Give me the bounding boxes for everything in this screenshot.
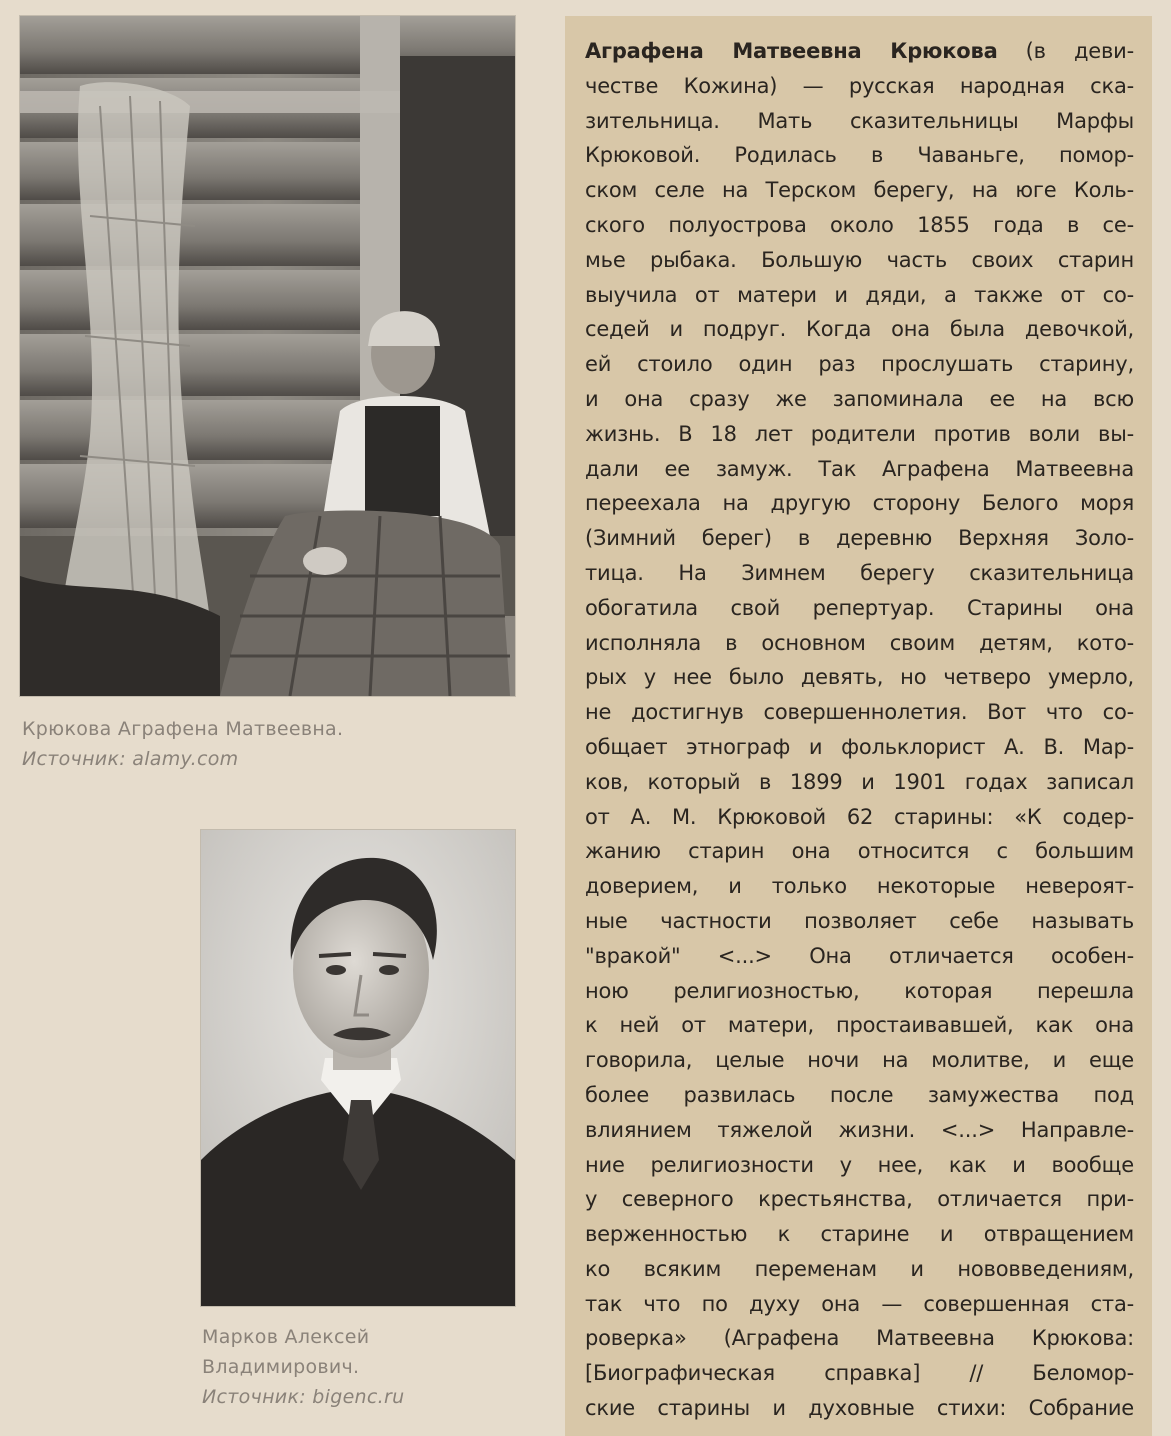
photo-kryukova-caption — [22, 714, 343, 774]
article-line: к ней от матери, простаивавшей, как она — [585, 1013, 1134, 1038]
article-line: от А. М. Крюковой 62 старины: «К содер- — [585, 804, 1134, 829]
article-line: ей стоило один раз прослушать старину, — [585, 352, 1134, 377]
article-line: переехала на другую сторону Белого моря — [585, 491, 1134, 516]
article-panel — [565, 16, 1152, 1436]
article-line: более развилась после замужества под — [585, 1082, 1134, 1107]
article-line: общает этнограф и фольклорист А. В. Мар- — [585, 734, 1134, 759]
article-line-1-rest: (в деви- — [997, 39, 1134, 63]
article-line: (Зимний берег) в деревню Верхняя Золо- — [585, 526, 1134, 551]
article-line: говорила, целые ночи на молитве, и еще — [585, 1048, 1134, 1073]
photo-kryukova — [20, 16, 515, 696]
article-line: обогатила свой репертуар. Старины она — [585, 595, 1134, 620]
article-line: дали ее замуж. Так Аграфена Матвеевна — [585, 456, 1134, 481]
article-line: [Биографическая справка] // Беломор- — [585, 1361, 1134, 1386]
article-line: ские старины и духовные стихи: Собрание — [585, 1396, 1134, 1421]
article-line: выучила от матери и дяди, а также от со- — [585, 282, 1134, 307]
article-line: так что по духу она — совершенная ста- — [585, 1291, 1134, 1316]
article-line: честве Кожина) — русская народная ска- — [585, 73, 1134, 98]
article-line: зительница. Мать сказительницы Марфы — [585, 108, 1134, 133]
caption-name-line-1: Марков Алексей — [202, 1326, 370, 1348]
article-line: ков, который в 1899 и 1901 годах записал — [585, 769, 1134, 794]
article-line: жанию старин она относится с большим — [585, 839, 1134, 864]
article-line: ние религиозности у нее, как и вообще — [585, 1152, 1134, 1177]
caption-name-line-2: Владимирович. — [202, 1356, 360, 1378]
article-line: ко всяким переменам и нововведениям, — [585, 1256, 1134, 1281]
article-line: не достигнув совершеннолетия. Вот что со- — [585, 700, 1134, 725]
article-line: влиянием тяжелой жизни. <...> Направле- — [585, 1117, 1134, 1142]
article-line: ною религиозностью, которая перешла — [585, 978, 1134, 1003]
article-line: исполняла в основном своим детям, кото- — [585, 630, 1134, 655]
article-line: ском селе на Терском берегу, на юге Коль- — [585, 178, 1134, 203]
article-line: и она сразу же запоминала ее на всю — [585, 386, 1134, 411]
caption-name: Крюкова Аграфена Матвеевна. — [22, 718, 344, 740]
article-line: доверием, и только некоторые невероят- — [585, 874, 1134, 899]
article-line: ные частности позволяет себе называть — [585, 908, 1134, 933]
photo-markov-image — [201, 830, 515, 1306]
photo-markov-caption — [202, 1322, 404, 1412]
article-body — [585, 34, 1134, 1426]
article-line: жизнь. В 18 лет родители против воли вы- — [585, 421, 1134, 446]
photo-kryukova-image — [20, 16, 515, 696]
article-line: тица. На Зимнем берегу сказительница — [585, 560, 1134, 585]
caption-source: Источник: bigenc.ru — [202, 1386, 405, 1408]
article-lead-name: Аграфена Матвеевна Крюкова — [585, 39, 998, 63]
article-line: у северного крестьянства, отличается при- — [585, 1187, 1134, 1212]
article-line: мье рыбака. Большую часть своих старин — [585, 247, 1134, 272]
article-line: "вракой" <...> Она отличается особен- — [585, 943, 1134, 968]
article-line: рых у нее было девять, но четверо умерло, — [585, 665, 1134, 690]
article-line: седей и подруг. Когда она была девочкой, — [585, 317, 1134, 342]
article-line: верженностью к старине и отвращением — [585, 1222, 1134, 1247]
article-line: роверка» (Аграфена Матвеевна Крюкова: — [585, 1326, 1134, 1351]
caption-source: Источник: alamy.com — [22, 748, 239, 770]
article-line: ского полуострова около 1855 года в се- — [585, 212, 1134, 237]
article-line: Крюковой. Родилась в Чаваньге, помор- — [585, 143, 1134, 168]
article-line-1 — [585, 34, 1134, 69]
photo-markov — [201, 830, 515, 1306]
